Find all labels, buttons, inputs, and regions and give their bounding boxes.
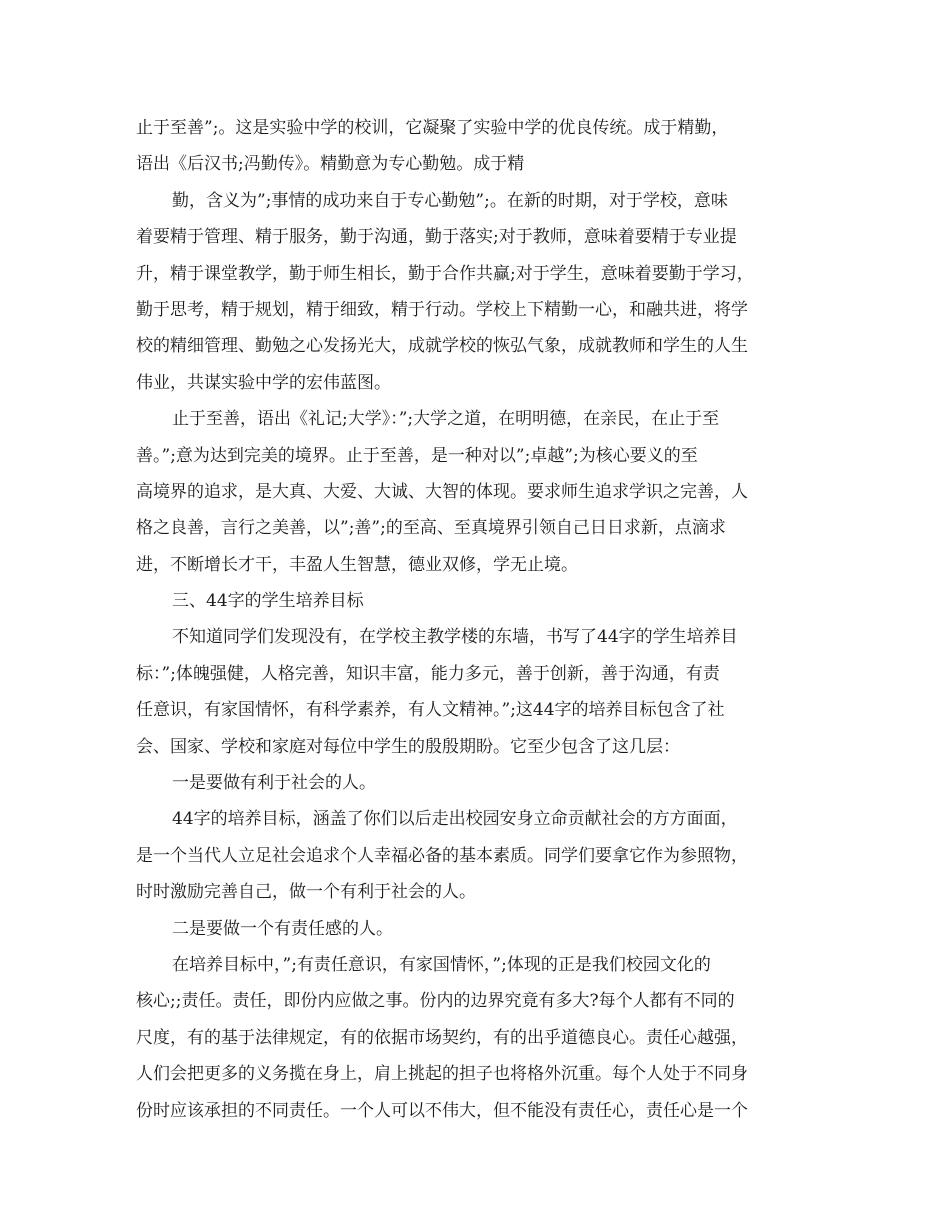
text-line: 人们会把更多的义务揽在身上，肩上挑起的担子也将格外沉重。每个人处于不同身 (136, 1064, 748, 1085)
text-line: 语出《后汉书;冯勤传》。精勤意为专心勤勉。成于精 (136, 154, 525, 175)
text-line: 升，精于课堂教学，勤于师生相长，勤于合作共赢;对于学生，意味着要勤于学习， (136, 263, 754, 284)
text-line: 高境界的追求，是大真、大爱、大诚、大智的体现。要求师生追求学识之完善，人 (136, 481, 748, 502)
text-line: 止于至善”;。这是实验中学的校训，它凝聚了实验中学的优良传统。成于精勤， (136, 118, 729, 138)
text-line: 善。”;意为达到完美的境界。止于至善，是一种对以”;卓越”;为核心要义的至 (136, 445, 698, 466)
text-line: 会、国家、学校和家庭对每位中学生的殷殷期盼。它至少包含了这几层： (136, 736, 680, 757)
text-line: 在培养目标中，”;有责任意识，有家国情怀，”;体现的正是我们校园文化的 (172, 954, 711, 975)
text-line: 44字的培养目标，涵盖了你们以后走出校园安身立命贡献社会的方方面面， (172, 809, 738, 830)
text-line: 校的精细管理、勤勉之心发扬光大，成就学校的恢弘气象，成就教师和学生的人生 (136, 336, 748, 357)
text-line: 二是要做一个有责任感的人。 (172, 918, 393, 939)
text-line: 进，不断增长才干，丰盈人生智慧，德业双修，学无止境。 (136, 554, 578, 575)
text-line: 是一个当代人立足社会追求个人幸福必备的基本素质。同学们要拿它作为参照物， (136, 845, 748, 866)
text-line: 核心;;责任。责任，即份内应做之事。份内的边界究竟有多大?每个人都有不同的 (136, 991, 735, 1012)
text-line: 三、44字的学生培养目标 (172, 591, 364, 612)
text-line: 标：”;体魄强健，人格完善，知识丰富，能力多元，善于创新，善于沟通，有责 (136, 663, 720, 684)
text-line: 勤，含义为”;事情的成功来自于专心勤勉”;。在新的时期，对于学校，意味 (172, 190, 728, 211)
text-line: 勤于思考，精于规划，精于细致，精于行动。学校上下精勤一心，和融共进，将学 (136, 299, 748, 320)
text-line: 一是要做有利于社会的人。 (172, 773, 376, 794)
text-line: 份时应该承担的不同责任。一个人可以不伟大，但不能没有责任心，责任心是一个 (136, 1100, 748, 1121)
text-line: 伟业，共谋实验中学的宏伟蓝图。 (136, 372, 391, 393)
text-line: 止于至善，语出《礼记;大学》：”;大学之道，在明明德，在亲民，在止于至 (172, 409, 720, 430)
text-line: 着要精于管理、精于服务，勤于沟通，勤于落实;对于教师，意味着要精于专业提 (136, 227, 737, 248)
text-line: 任意识，有家国情怀，有科学素养，有人文精神。”;这44字的培养目标包含了社 (136, 700, 725, 721)
text-line: 尺度，有的基于法律规定，有的依据市场契约，有的出乎道德良心。责任心越强， (136, 1027, 748, 1048)
text-line: 时时激励完善自己，做一个有利于社会的人。 (136, 882, 476, 903)
document-body (136, 110, 836, 1129)
text-line: 不知道同学们发现没有，在学校主教学楼的东墙，书写了44字的学生培养目 (172, 627, 738, 648)
text-line: 格之良善，言行之美善，以”;善”;的至高、至真境界引领自己日日求新，点滴求 (136, 518, 726, 539)
